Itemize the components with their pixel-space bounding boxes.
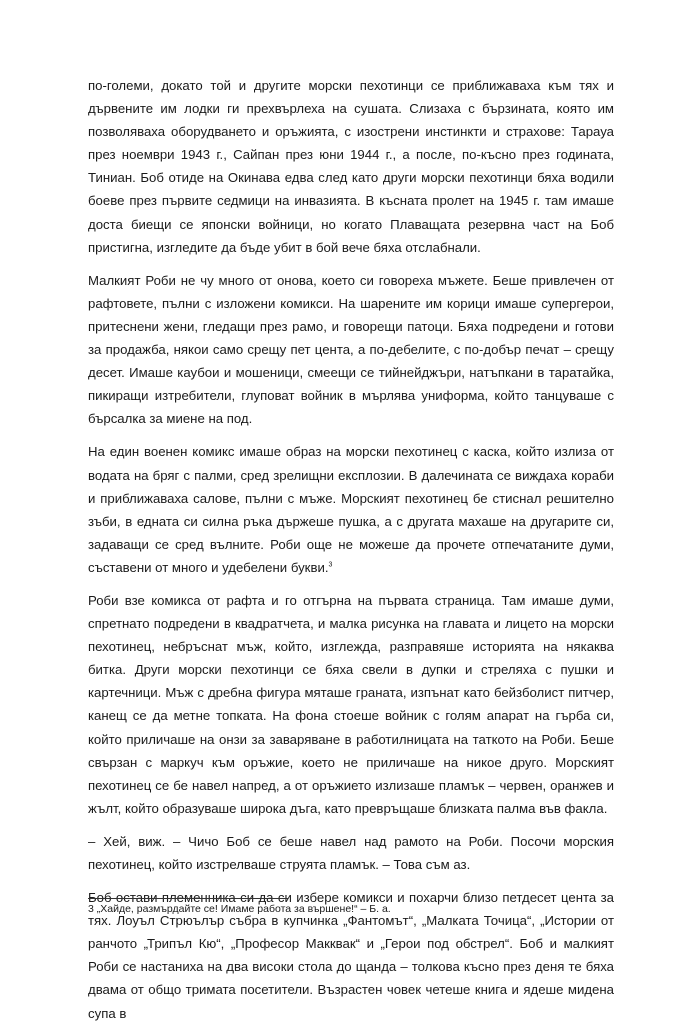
paragraph-1 (88, 74, 614, 259)
paragraph-3-text: На един военен комикс имаше образ на морски пехотинец с каска, който излиза от водата на бряг с палми, сред зрелищни експлозии. В далечината се виждаха кораби и приближаваха салове, пълни с мъже. Морският пехотинец бе стиснал решително зъби, в едната си силна ръка държеше пушка, а с другата махаше на другарите си, задаващи се сред вълните. Роби още не можеше да прочете отпечатаните думи, съставени от много и удебелени букви. (88, 444, 614, 575)
paragraph-1-text: по-големи, докато той и другите морски пехотинци се приближаваха към тях и дървените им лодки ги прехвърлеха на сушата. Слизаха с бързината, която им позволяваха оборудването и оръжията, с изострени инстинкти и страхове: Тарауа през ноември 1943 г., Сайпан през юни 1944 г., а после, по-късно през годината, Тиниан. Боб отиде на Окинава едва след като други морски пехотинци бяха водили боеве през първите седмици на инвазията. В късната пролет на 1945 г. там имаше доста биещи се японски войници, но когато Плаващата резервна част на Боб пристигна, изгледите да бъде убит в бой вече бяха отслабнали. (88, 78, 614, 255)
paragraph-2 (88, 269, 614, 431)
paragraph-2-text: Малкият Роби не чу много от онова, което си говореха мъжете. Беше привлечен от рафтовете, пълни с изложени комикси. На шарените им корици имаше супергерои, притеснени жени, гледащи през рамо, и говорещи патоци. Бяха подредени и готови за продажба, някои само срещу пет цента, а по-дебелите, с по-добър печат – срещу десет. Имаше каубои и мошеници, смеещи се тийнейджъри, натъпкани в таратайка, пикиращи изтребители, глуповат войник в мърлява униформа, който танцуваше с бърсалка за миене на под. (88, 272, 614, 427)
footnote-divider (88, 898, 288, 899)
footnote-reference: 3 (328, 561, 333, 569)
paragraph-3 (88, 440, 614, 579)
page-body (88, 74, 614, 1025)
paragraph-6-text: Боб остави племенника си да си избере комикси и похарчи близо петдесет цента за тях. Лоуъл Стрюълър събра в купчинка „Фантомът“, „Малката Точица“, „Истории от ранчото „Трипъл Кю“, „Професор Макквак“ и „Герои под обстрел“. Боб и малкият Роби се настаниха на два високи стола до щанда – толкова късно през деня те бяха двама от общо тримата посетители. Възрастен човек четеше книга и ядеше мидена супа в (88, 890, 614, 1021)
paragraph-4 (88, 589, 614, 820)
paragraph-5-text: – Хей, виж. – Чичо Боб се беше навел над рамото на Роби. Посочи морския пехотинец, който изстрелваше струята пламък. – Това съм аз. (88, 833, 614, 872)
footnote: 3 „Хайде, размърдайте се! Имаме работа за вършене!“ – Б. а. (88, 903, 391, 915)
paragraph-4-text: Роби взе комикса от рафта и го отгърна на първата страница. Там имаше думи, спретнато подредени в квадратчета, и малка рисунка на главата и лицето на морски пехотинец, небръснат мъж, който, изглежда, разправяше историята на някаква битка. Други морски пехотинци се бяха свели в дупки и стреляха с пушки и картечници. Мъж с дребна фигура мяташе граната, изпънат като бейзболист питчер, канещ се да метне топката. На фона стоеше войник с голям апарат на гърба си, който приличаше на онзи за заваряване в работилницата на таткото на Роби. Беше свързан с маркуч към оръжие, което не приличаше на никое друго. Морският пехотинец се бе навел напред, а от оръжието излизаше пламък – червен, оранжев и жълт, който образуваше широка дъга, като превръщаше близката палма във факла. (88, 592, 614, 816)
paragraph-5 (88, 830, 614, 876)
